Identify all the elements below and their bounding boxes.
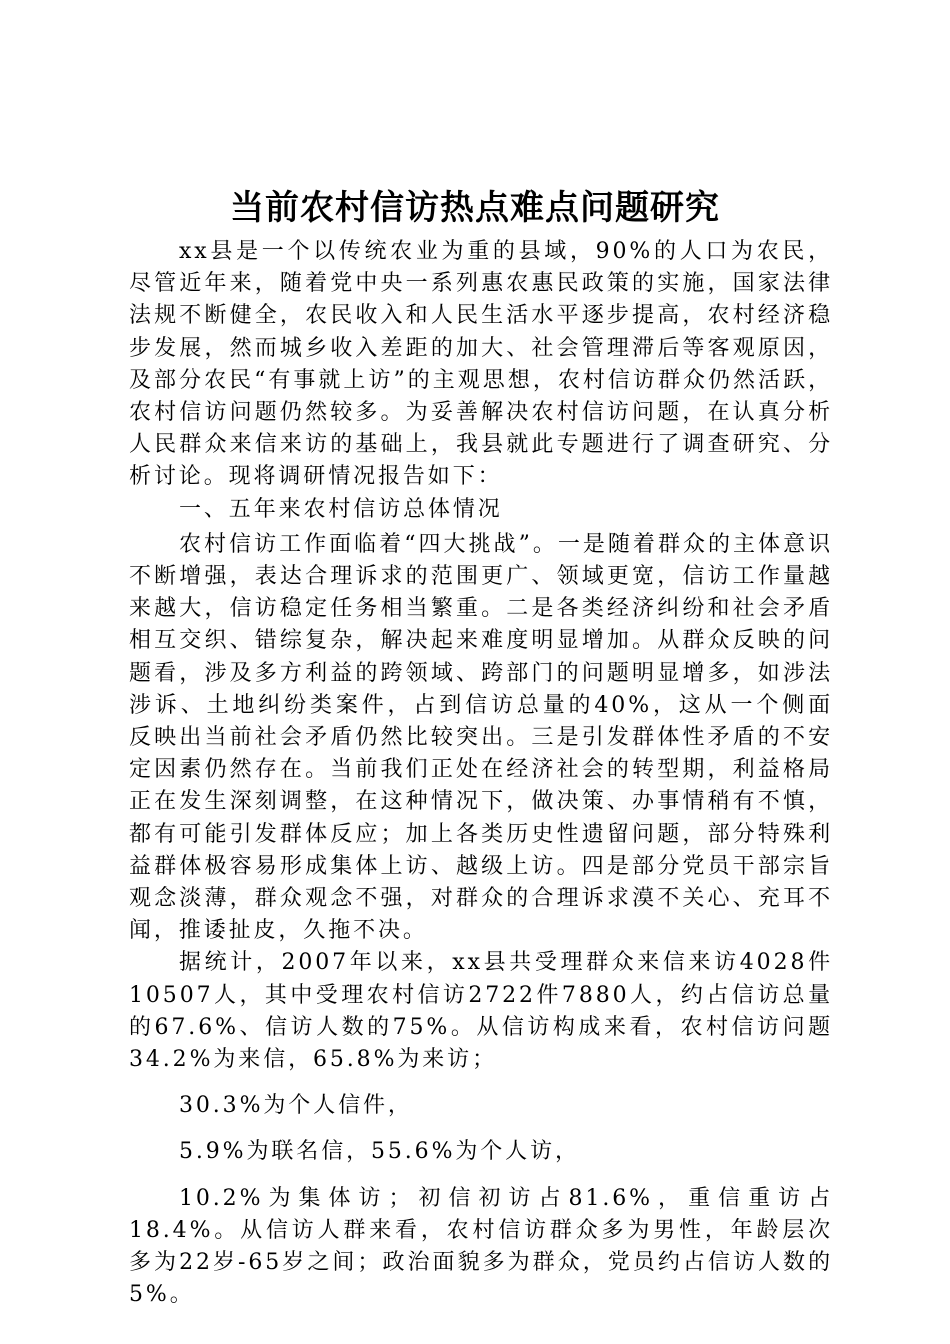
section-heading: 一、五年来农村信访总体情况	[179, 496, 503, 522]
statistics-paragraph: 据统计，2007年以来，xx县共受理群众来信来访4028件10507人，其中受理农村信访2722件7880人，约占信访总量的67.6%、信访人数的75%。从信访构成来看，农村信访问题34.2%为来信，65.8%为来访；	[129, 950, 833, 1073]
document-title: 当前农村信访热点难点问题研究	[230, 188, 720, 228]
statistics-line-joint-letters: 5.9%为联名信，55.6%为个人访，	[179, 1139, 580, 1165]
document-body	[129, 236, 833, 1312]
statistics-line-group-visits: 10.2%为集体访；初信初访占81.6%，重信重访占18.4%。从信访人群来看，农村信访群众多为男性，年龄层次多为22岁-65岁之间；政治面貌多为群众，党员约占信访人数的5%。	[129, 1185, 833, 1308]
challenges-paragraph: 农村信访工作面临着“四大挑战”。一是随着群众的主体意识不断增强，表达合理诉求的范围更广、领域更宽，信访工作量越来越大，信访稳定任务相当繁重。二是各类经济纠纷和社会矛盾相互交织、错综复杂，解决起来难度明显增加。从群众反映的问题看，涉及多方利益的跨领域、跨部门的问题明显增多，如涉法涉诉、土地纠纷类案件，占到信访总量的40%，这从一个侧面反映出当前社会矛盾仍然比较突出。三是引发群体性矛盾的不安定因素仍然存在。当前我们正处在经济社会的转型期，利益格局正在发生深刻调整，在这种情况下，做决策、办事情稍有不慎，都有可能引发群体反应；加上各类历史性遗留问题，部分特殊利益群体极容易形成集体上访、越级上访。四是部分党员干部宗旨观念淡薄，群众观念不强，对群众的合理诉求漠不关心、充耳不闻，推诿扯皮，久拖不决。	[129, 531, 833, 944]
intro-paragraph: xx县是一个以传统农业为重的县域，90%的人口为农民，尽管近年来，随着党中央一系列惠农惠民政策的实施，国家法律法规不断健全，农民收入和人民生活水平逐步提高，农村经济稳步发展，然而城乡收入差距的加大、社会管理滞后等客观原因，及部分农民“有事就上访”的主观思想，农村信访群众仍然活跃，农村信访问题仍然较多。为妥善解决农村信访问题，在认真分析人民群众来信来访的基础上，我县就此专题进行了调查研究、分析讨论。现将调研情况报告如下：	[129, 239, 833, 490]
statistics-line-personal-letters: 30.3%为个人信件，	[179, 1093, 413, 1119]
